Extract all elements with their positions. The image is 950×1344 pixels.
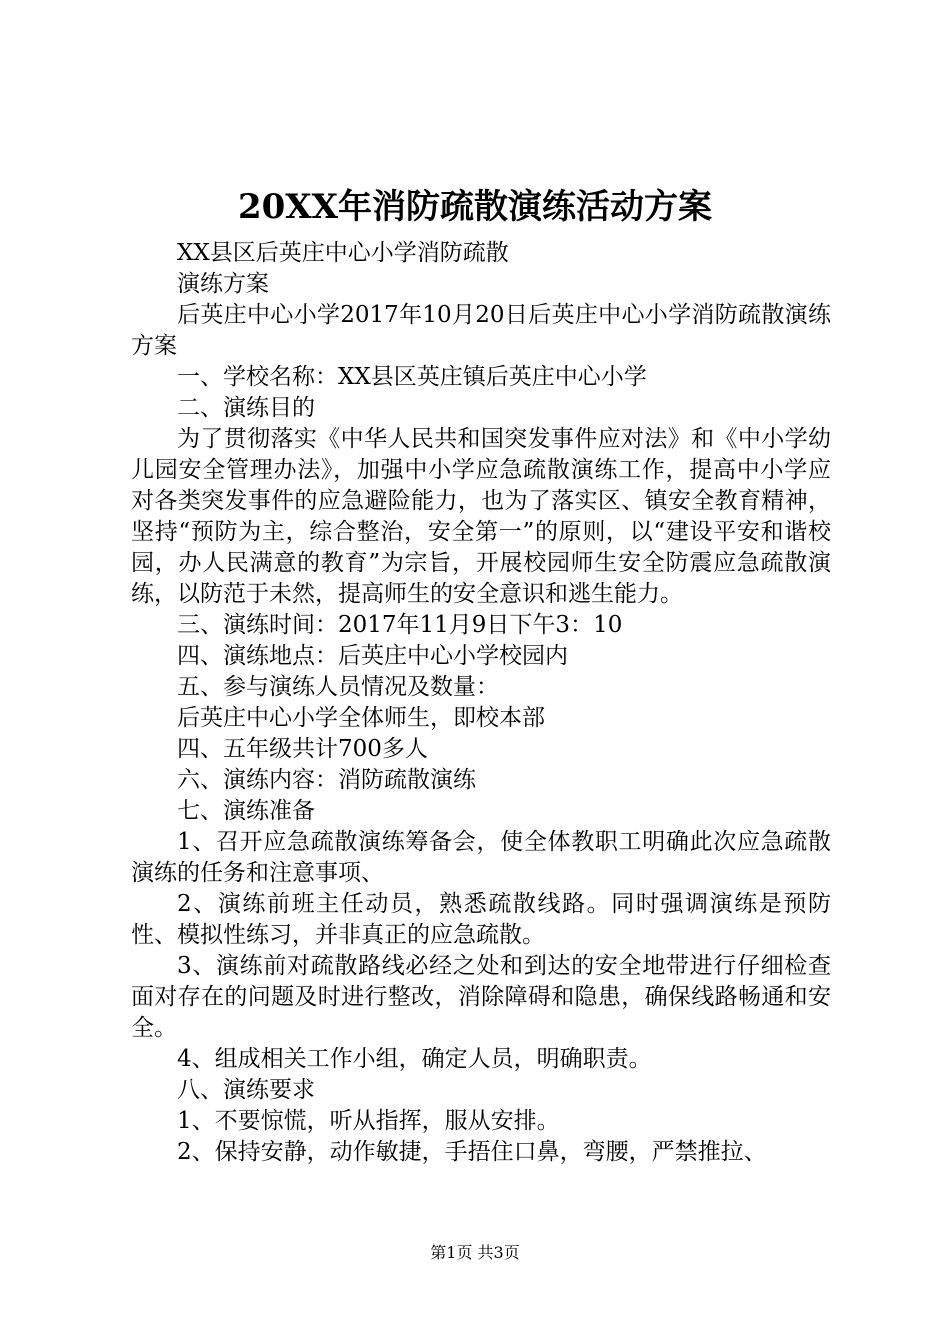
document-body <box>131 238 831 1168</box>
paragraph: XX县区后英庄中心小学消防疏散 <box>177 240 509 266</box>
paragraph: 一、学校名称：XX县区英庄镇后英庄中心小学 <box>177 364 647 390</box>
paragraph: 五、参与演练人员情况及数量： <box>177 674 499 700</box>
paragraph: 1、召开应急疏散演练筹备会，使全体教职工明确此次应急疏散演练的任务和注意事项、 <box>131 829 831 886</box>
paragraph: 2、演练前班主任动员，熟悉疏散线路。同时强调演练是预防性、模拟性练习，并非真正的应急疏散。 <box>131 891 831 948</box>
paragraph: 三、演练时间：2017年11月9日下午3：10 <box>177 612 623 638</box>
paragraph: 4、组成相关工作小组，确定人员，明确职责。 <box>177 1046 652 1072</box>
paragraph: 后英庄中心小学2017年10月20日后英庄中心小学消防疏散演练方案 <box>131 302 831 359</box>
paragraph: 为了贯彻落实《中华人民共和国突发事件应对法》和《中小学幼儿园安全管理办法》，加强中小学应急疏散演练工作，提高中小学应对各类突发事件的应急避险能力，也为了落实区、镇安全教育精神，坚持“预防为主，综合整治，安全第一”的原则，以“建设平安和谐校园，办人民满意的教育”为宗旨，开展校园师生安全防震应急疏散演练，以防范于未然，提高师生的安全意识和逃生能力。 <box>131 426 831 607</box>
paragraph: 六、演练内容：消防疏散演练 <box>177 767 476 793</box>
page-number-footer: 第1页 共3页 <box>430 1243 520 1262</box>
document-title: 20XX年消防疏散演练活动方案 <box>237 187 713 227</box>
paragraph: 后英庄中心小学全体师生，即校本部 <box>177 705 545 731</box>
paragraph: 七、演练准备 <box>177 798 315 824</box>
paragraph: 3、演练前对疏散路线必经之处和到达的安全地带进行仔细检查面对存在的问题及时进行整改，消除障碍和隐患，确保线路畅通和安全。 <box>131 953 831 1041</box>
paragraph: 演练方案 <box>177 271 269 297</box>
paragraph: 四、五年级共计700多人 <box>177 736 428 762</box>
paragraph: 2、保持安静，动作敏捷，手捂住口鼻，弯腰，严禁推拉、 <box>177 1139 767 1165</box>
paragraph: 二、演练目的 <box>177 395 315 421</box>
paragraph: 四、演练地点：后英庄中心小学校园内 <box>177 643 568 669</box>
paragraph: 八、演练要求 <box>177 1077 315 1103</box>
paragraph: 1、不要惊慌，听从指挥，服从安排。 <box>177 1108 560 1134</box>
